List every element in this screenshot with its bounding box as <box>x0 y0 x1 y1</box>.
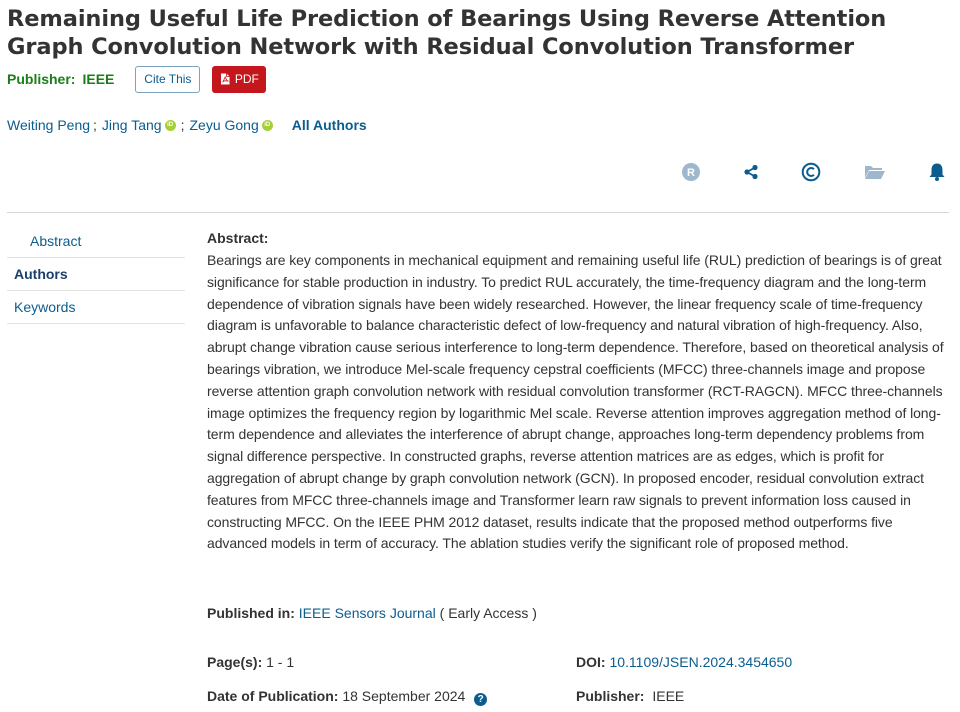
pages-info <box>207 654 294 670</box>
publication-date <box>207 688 487 706</box>
orcid-icon[interactable]: iD <box>262 120 273 131</box>
date-label: Date of Publication: <box>207 688 339 704</box>
rights-glyph: R <box>687 167 695 179</box>
publisher-info <box>576 688 684 704</box>
publisher-label: Publisher: <box>7 71 76 87</box>
author-list <box>7 117 367 133</box>
alerts-bell-icon[interactable] <box>923 158 951 186</box>
pdf-button[interactable] <box>212 66 266 93</box>
nav-item-keywords[interactable]: Keywords <box>7 291 185 324</box>
rights-icon[interactable] <box>677 158 705 186</box>
doi-label: DOI: <box>576 654 606 670</box>
pages-value: 1 - 1 <box>266 654 295 670</box>
author-separator: ; <box>93 117 97 133</box>
all-authors-link[interactable]: All Authors <box>291 117 367 133</box>
share-icon[interactable] <box>737 158 765 186</box>
author-link[interactable]: Jing Tang <box>101 117 162 133</box>
abstract-section <box>207 230 947 555</box>
published-in <box>207 605 537 621</box>
help-icon[interactable]: ? <box>474 693 487 706</box>
section-nav <box>7 225 185 324</box>
journal-link[interactable]: IEEE Sensors Journal <box>298 605 436 621</box>
published-in-label: Published in: <box>207 605 295 621</box>
abstract-text: Bearings are key components in mechanical equipment and remaining useful life (RUL) prediction of bearings is of great significance for stable production in industry. To predict RUL accurately, the time-frequency diagram and the long-term dependence of vibration signals have been widely researched. However, the linear frequency scale of time-frequency diagram is unfavorable to balance characteristic defect of low-frequency and natural vibration of high-frequency. Also, abrupt change vibration cause serious interference to long-term dependence. Therefore, based on theoretical analysis of bearings vibration, we introduce Mel-scale frequency cepstral coefficients (MFCC) three-channels image and propose reverse attention graph convolution network with residual convolution transformer (RCT-RAGCN). MFCC three-channels image optimizes the frequency region by logarithmic Mel scale. Reverse attention improves aggregation method of long-term dependence and alleviates the interference of abrupt change, approaches long-term dependency problems from signal difference perspective. In constructed graphs, reverse attention matrices are as edges, which is profit for aggregation of abrupt change by graph convolution network (GCN). In proposed encoder, residual convolution extract features from MFCC three-channels image and Transformer learn raw signals to prevent information loss caused in constructing MFCC. On the IEEE PHM 2012 dataset, results indicate that the proposed method outperforms five advanced models in term of accuracy. The ablation studies verify the significant role of proposed method. <box>207 252 944 552</box>
author-link[interactable]: Weiting Peng <box>7 117 91 133</box>
nav-item-authors[interactable]: Authors <box>7 258 185 291</box>
journal-status: ( Early Access ) <box>439 605 537 621</box>
doi-info <box>576 654 792 670</box>
folder-icon[interactable] <box>861 158 889 186</box>
orcid-icon[interactable]: iD <box>165 120 176 131</box>
publisher-row <box>7 65 266 93</box>
publisher-meta-value: IEEE <box>652 688 685 704</box>
publisher-meta-label: Publisher: <box>576 688 645 704</box>
header-divider <box>7 212 949 213</box>
doi-link[interactable]: 10.1109/JSEN.2024.3454650 <box>609 654 793 670</box>
article-toolbar <box>0 158 960 186</box>
author-separator: ; <box>180 117 185 133</box>
author-link[interactable]: Zeyu Gong <box>189 117 259 133</box>
publisher-value: IEEE <box>82 71 115 87</box>
date-value: 18 September 2024 <box>342 688 466 704</box>
article-title: Remaining Useful Life Prediction of Bearings Using Reverse Attention Graph Convolution Network with Residual Convolution Transformer <box>7 6 887 60</box>
pdf-button-label: PDF <box>234 72 259 86</box>
abstract-heading: Abstract: <box>207 230 269 246</box>
cite-this-button[interactable]: Cite This <box>135 66 200 93</box>
nav-item-abstract[interactable]: Abstract <box>7 225 185 258</box>
pdf-file-icon <box>220 73 230 85</box>
pages-label: Page(s): <box>207 654 263 670</box>
copyright-icon[interactable] <box>797 158 825 186</box>
